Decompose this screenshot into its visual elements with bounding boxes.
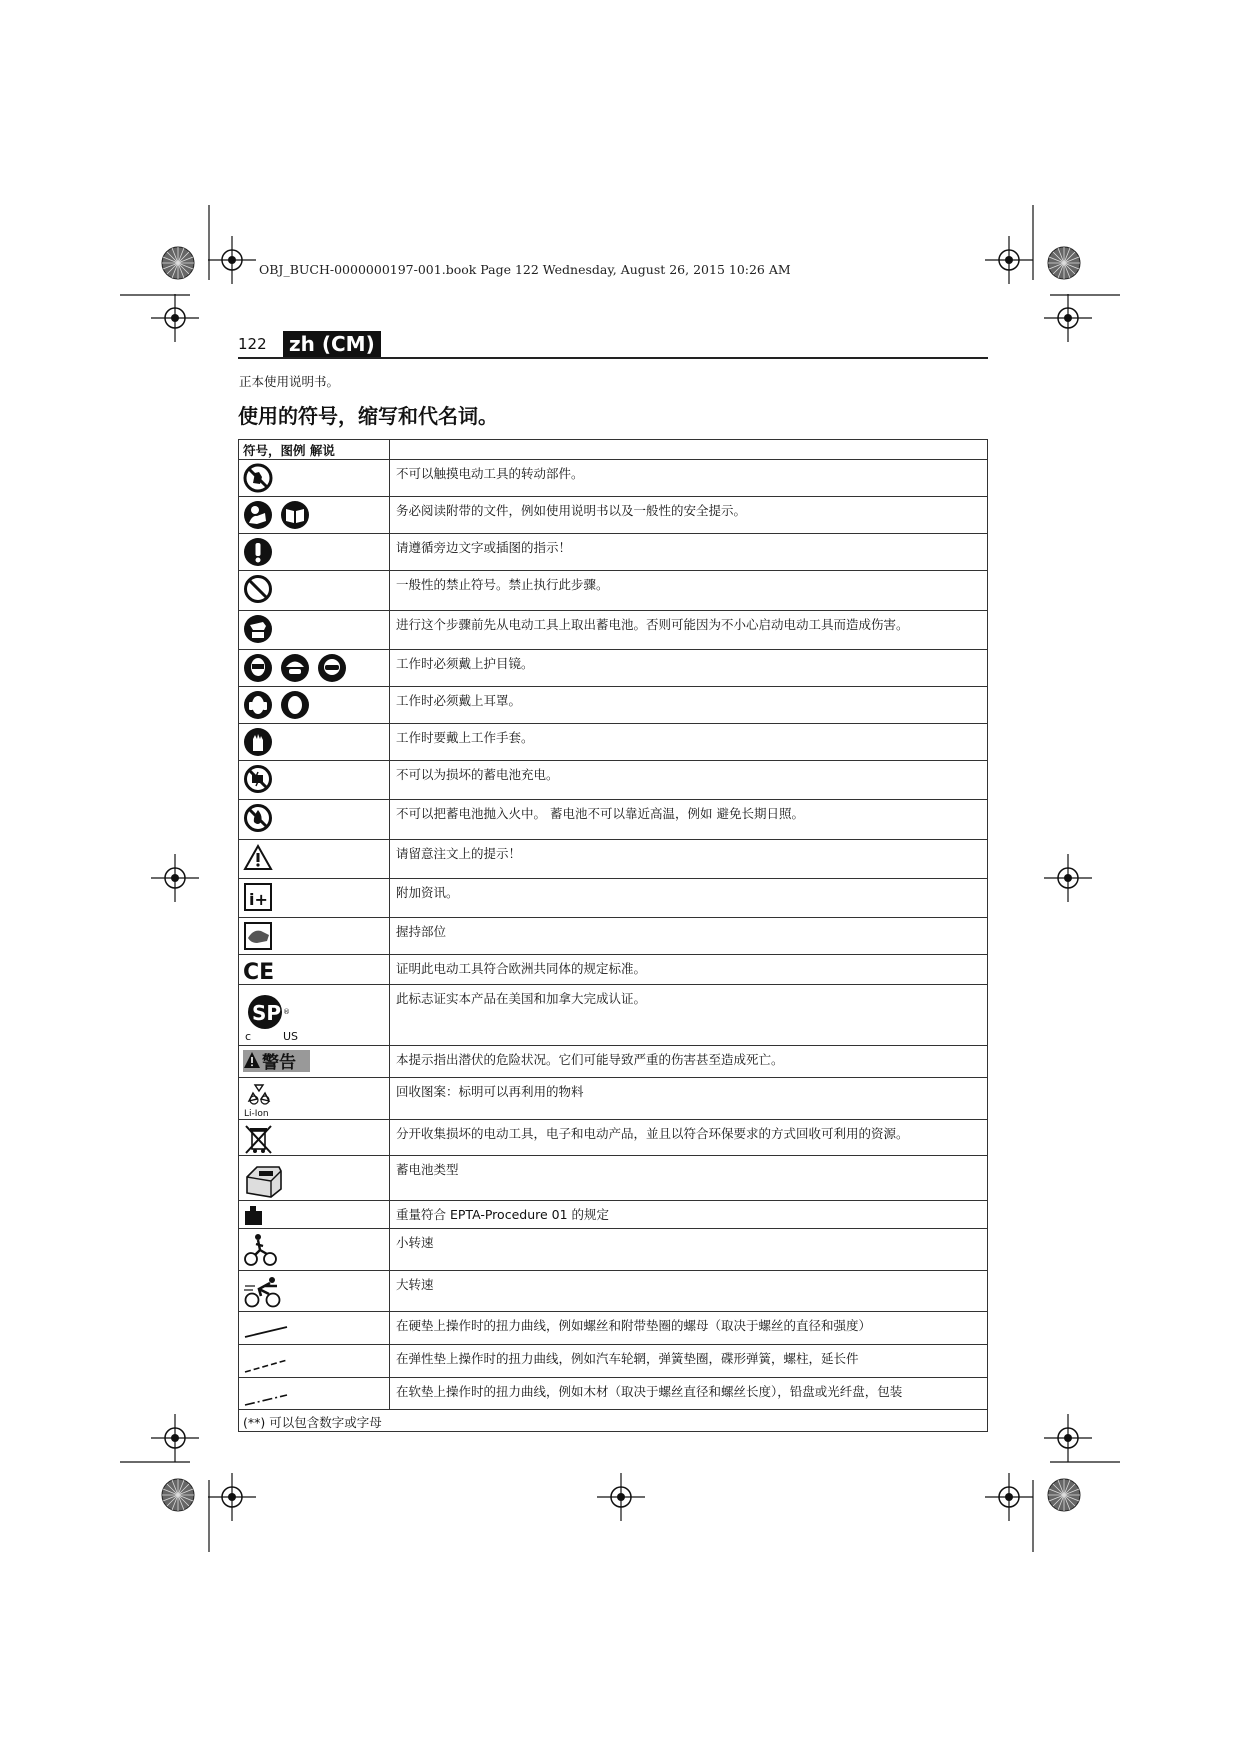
no-charge-damaged-battery-icon bbox=[243, 764, 273, 794]
row-description: 证明此电动工具符合欧洲共同体的规定标准。 bbox=[390, 955, 988, 985]
table-footnote: (**) 可以包含数字或字母 bbox=[239, 1410, 988, 1432]
row-description: 请遵循旁边文字或插图的指示！ bbox=[390, 534, 988, 571]
table-header-row bbox=[239, 440, 988, 460]
star-target-icon bbox=[1048, 247, 1080, 279]
crosshair-icon bbox=[1044, 1414, 1092, 1462]
row-description: 回收图案：标明可以再利用的物料 bbox=[390, 1078, 988, 1120]
warning-label-icon bbox=[243, 1049, 311, 1073]
svg-text:CE: CE bbox=[243, 960, 275, 982]
row-description: 工作时必须戴上护目镜。 bbox=[390, 650, 988, 687]
goggles-icon bbox=[317, 653, 347, 683]
csa-mark-icon bbox=[243, 988, 303, 1044]
crosshair-icon bbox=[597, 1473, 645, 1521]
table-row bbox=[239, 724, 988, 761]
table-row bbox=[239, 534, 988, 571]
no-fire-battery-icon bbox=[243, 803, 273, 833]
slow-cyclist-icon bbox=[243, 1232, 279, 1268]
svg-text:Li-Ion: Li-Ion bbox=[244, 1109, 269, 1119]
table-row bbox=[239, 840, 988, 879]
row-description: 一般性的禁止符号。禁止执行此步骤。 bbox=[390, 571, 988, 611]
row-description: 在软垫上操作时的扭力曲线，例如木材（取决于螺丝直径和螺丝长度），铅盘或光纤盘，包装 bbox=[390, 1378, 988, 1410]
crosshair-icon bbox=[208, 1473, 256, 1521]
star-target-icon bbox=[162, 1479, 194, 1511]
row-description: 大转速 bbox=[390, 1271, 988, 1312]
crosshair-icon bbox=[1044, 294, 1092, 342]
table-row bbox=[239, 1345, 988, 1378]
row-description: 蓄电池类型 bbox=[390, 1156, 988, 1201]
section-title: 使用的符号，缩写和代名词。 bbox=[238, 404, 498, 428]
table-row bbox=[239, 1271, 988, 1312]
row-description: 进行这个步骤前先从电动工具上取出蓄电池。否则可能因为不小心启动电动工具而造成伤害。 bbox=[390, 611, 988, 650]
row-description: 附加资讯。 bbox=[390, 879, 988, 918]
weight-icon bbox=[243, 1204, 265, 1226]
table-row bbox=[239, 1120, 988, 1156]
table-row bbox=[239, 1046, 988, 1078]
battery-pack-icon bbox=[243, 1159, 285, 1199]
no-touch-rotating-parts-icon bbox=[243, 463, 273, 493]
gloves-icon bbox=[243, 727, 273, 757]
helmet-icon bbox=[280, 653, 310, 683]
table-row bbox=[239, 1201, 988, 1229]
row-description: 不可以为损坏的蓄电池充电。 bbox=[390, 761, 988, 800]
table-row bbox=[239, 955, 988, 985]
crosshair-icon bbox=[985, 236, 1033, 284]
row-description: 握持部位 bbox=[390, 918, 988, 955]
remove-battery-icon bbox=[243, 614, 273, 644]
table-footnote-row bbox=[239, 1410, 988, 1432]
row-description: 工作时要戴上工作手套。 bbox=[390, 724, 988, 761]
table-row bbox=[239, 460, 988, 497]
row-description: 在弹性垫上操作时的扭力曲线，例如汽车轮辋，弹簧垫圈，碟形弹簧，螺柱，延长件 bbox=[390, 1345, 988, 1378]
crosshair-icon bbox=[1044, 854, 1092, 902]
crosshair-icon bbox=[151, 294, 199, 342]
table-row bbox=[239, 1229, 988, 1271]
ear-defender-icon bbox=[280, 690, 310, 720]
fast-cyclist-icon bbox=[243, 1274, 283, 1310]
page-number: 122 bbox=[238, 335, 267, 353]
crosshair-icon bbox=[151, 854, 199, 902]
table-row bbox=[239, 687, 988, 724]
row-description: 本提示指出潜伏的危险状况。它们可能导致严重的伤害甚至造成死亡。 bbox=[390, 1046, 988, 1078]
svg-text:US: US bbox=[283, 1030, 299, 1043]
language-badge: zh (CM) bbox=[283, 331, 381, 357]
header-rule bbox=[238, 357, 988, 359]
dashed-line-icon bbox=[243, 1348, 289, 1376]
table-row bbox=[239, 497, 988, 534]
row-description: 分开收集损坏的电动工具，电子和电动产品，並且以符合环保要求的方式回收可利用的资源。 bbox=[390, 1120, 988, 1156]
row-description: 不可以把蓄电池抛入火中。 蓄电池不可以靠近高温，例如 避免长期日照。 bbox=[390, 800, 988, 840]
table-header-empty bbox=[390, 440, 988, 460]
table-row bbox=[239, 1312, 988, 1345]
warning-triangle-icon bbox=[243, 843, 273, 873]
exclamation-icon bbox=[243, 537, 273, 567]
row-description: 小转速 bbox=[390, 1229, 988, 1271]
svg-text:SP: SP bbox=[252, 1001, 282, 1025]
table-row bbox=[239, 611, 988, 650]
table-row bbox=[239, 1378, 988, 1410]
read-manual-book-icon bbox=[280, 500, 310, 530]
crossed-bin-icon bbox=[243, 1123, 275, 1155]
table-row bbox=[239, 985, 988, 1046]
svg-text:i+: i+ bbox=[249, 890, 268, 909]
grip-area-icon bbox=[243, 921, 273, 951]
table-row bbox=[239, 800, 988, 840]
ear-protection-icon bbox=[243, 690, 273, 720]
svg-text:c: c bbox=[245, 1030, 252, 1043]
row-description: 此标志证实本产品在美国和加拿大完成认证。 bbox=[390, 985, 988, 1046]
crosshair-icon bbox=[985, 1473, 1033, 1521]
crosshair-icon bbox=[208, 236, 256, 284]
svg-text:®: ® bbox=[283, 1008, 290, 1016]
table-row bbox=[239, 1078, 988, 1120]
dash-dot-line-icon bbox=[243, 1381, 289, 1409]
row-description: 工作时必须戴上耳罩。 bbox=[390, 687, 988, 724]
table-row bbox=[239, 571, 988, 611]
intro-text: 正本使用说明书。 bbox=[239, 374, 340, 389]
table-row bbox=[239, 1156, 988, 1201]
row-description: 不可以触摸电动工具的转动部件。 bbox=[390, 460, 988, 497]
crosshair-icon bbox=[151, 1414, 199, 1462]
table-header-cell: 符号，图例 解说 bbox=[239, 440, 390, 460]
row-description: 务必阅读附带的文件，例如使用说明书以及一般性的安全提示。 bbox=[390, 497, 988, 534]
star-target-icon bbox=[1048, 1479, 1080, 1511]
solid-line-icon bbox=[243, 1315, 289, 1343]
symbols-table bbox=[238, 439, 988, 1432]
svg-text:警告: 警告 bbox=[262, 1053, 296, 1073]
table-row bbox=[239, 918, 988, 955]
info-icon bbox=[243, 882, 273, 912]
print-header: OBJ_BUCH-0000000197-001.book Page 122 Wednesday, August 26, 2015 10:26 AM bbox=[259, 262, 791, 277]
face-shield-icon bbox=[243, 653, 273, 683]
table-row bbox=[239, 761, 988, 800]
row-description: 请留意注文上的提示！ bbox=[390, 840, 988, 879]
star-target-icon bbox=[162, 247, 194, 279]
recycling-li-ion-icon bbox=[243, 1081, 277, 1119]
ce-mark-icon bbox=[243, 958, 277, 982]
row-description: 重量符合 EPTA-Procedure 01 的规定 bbox=[390, 1201, 988, 1229]
table-row bbox=[239, 650, 988, 687]
table-row bbox=[239, 879, 988, 918]
prohibition-icon bbox=[243, 574, 273, 604]
read-manual-person-icon bbox=[243, 500, 273, 530]
row-description: 在硬垫上操作时的扭力曲线，例如螺丝和附带垫圈的螺母（取决于螺丝的直径和强度） bbox=[390, 1312, 988, 1345]
